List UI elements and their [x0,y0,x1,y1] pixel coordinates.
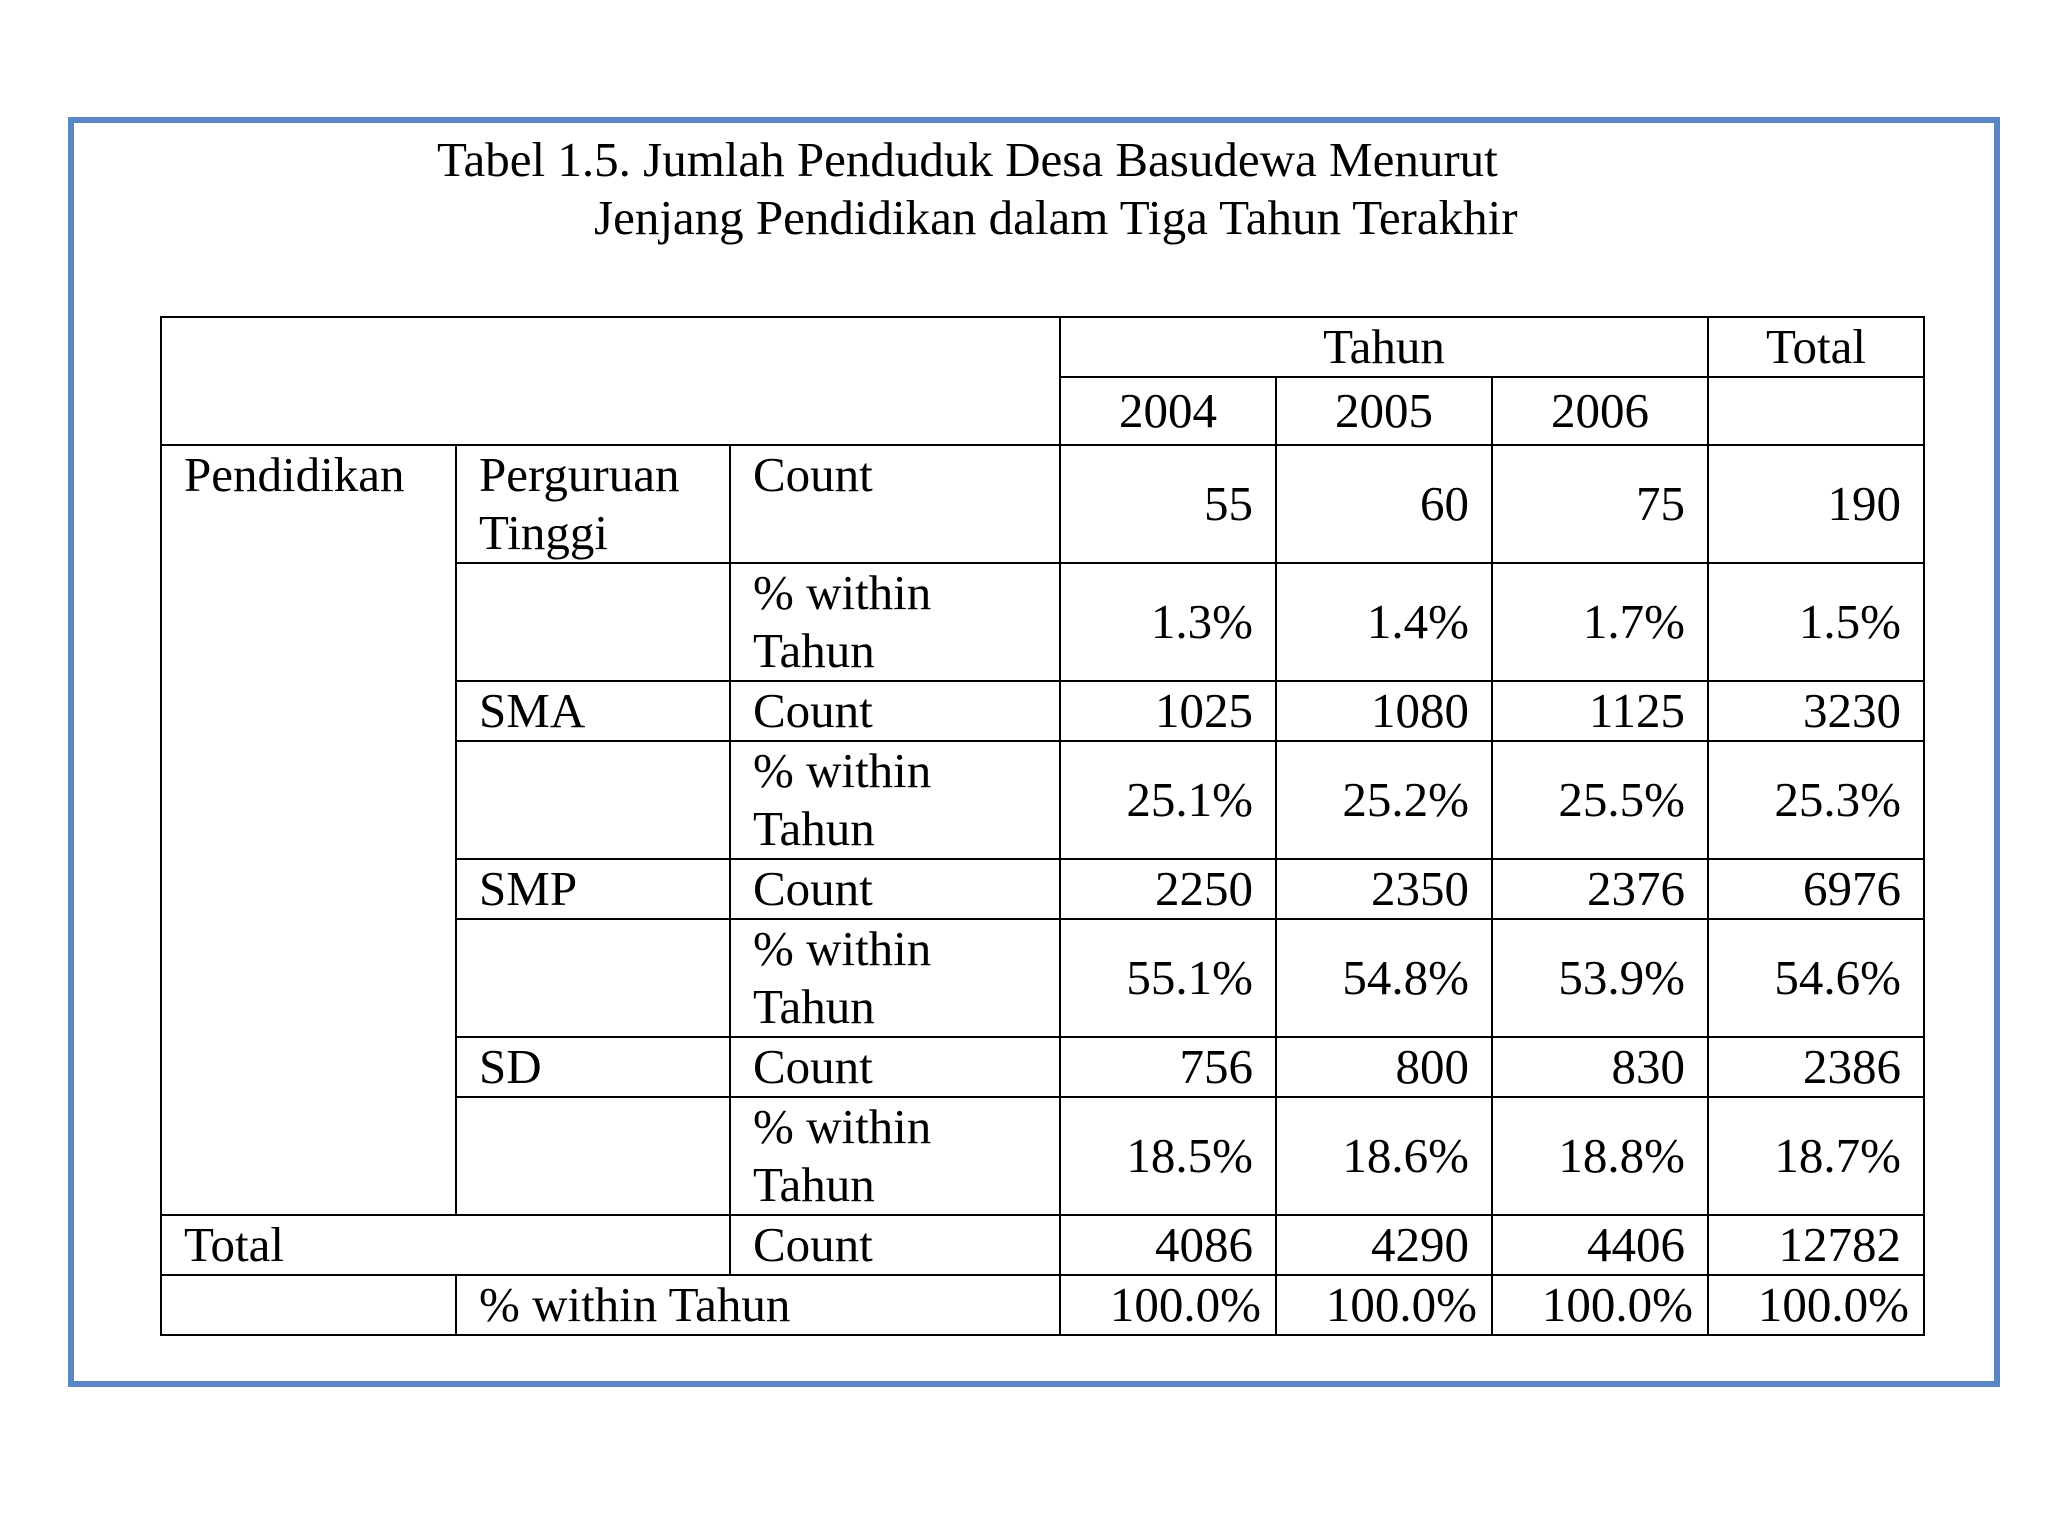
group-name-blank [456,741,730,859]
cell-value: 100.0% [1060,1275,1276,1335]
cell-value: 2250 [1060,859,1276,919]
header-year-2006: 2006 [1492,377,1708,445]
cell-value: 1.3% [1060,563,1276,681]
measure-label: % within Tahun [730,741,1060,859]
table-row [161,445,1924,563]
group-name: SMA [456,681,730,741]
caption-line-2: Jenjang Pendidikan dalam Tiga Tahun Terakhir [594,190,1518,245]
cell-value: 25.2% [1276,741,1492,859]
total-pct-row [161,1275,1924,1335]
cell-value: 18.7% [1708,1097,1924,1215]
cell-value: 1125 [1492,681,1708,741]
total-row [161,1215,1924,1275]
measure-label: % within Tahun [730,1097,1060,1215]
group-name-blank [456,1097,730,1215]
header-year-2005: 2005 [1276,377,1492,445]
measure-label: % within Tahun [730,919,1060,1037]
cell-value: 55.1% [1060,919,1276,1037]
header-total: Total [1708,317,1924,377]
cell-value: 2386 [1708,1037,1924,1097]
cell-value: 1080 [1276,681,1492,741]
cell-value: 55 [1060,445,1276,563]
cell-value: 2376 [1492,859,1708,919]
cell-value: 25.3% [1708,741,1924,859]
cell-value: 54.8% [1276,919,1492,1037]
cell-value: 4406 [1492,1215,1708,1275]
cell-value: 190 [1708,445,1924,563]
cell-value: 25.5% [1492,741,1708,859]
cell-value: 800 [1276,1037,1492,1097]
cell-value: 1.4% [1276,563,1492,681]
row-group-label: Pendidikan [161,445,456,1215]
group-name-blank [456,919,730,1037]
cell-value: 1025 [1060,681,1276,741]
cell-value: 75 [1492,445,1708,563]
measure-label: Count [730,1215,1060,1275]
cell-value: 100.0% [1492,1275,1708,1335]
header-corner-cell [161,317,1060,445]
cell-value: 12782 [1708,1215,1924,1275]
header-tahun: Tahun [1060,317,1708,377]
measure-label: Count [730,681,1060,741]
education-table [160,316,1925,1336]
cell-value: 18.8% [1492,1097,1708,1215]
cell-value: 2350 [1276,859,1492,919]
cell-value: 6976 [1708,859,1924,919]
group-name-blank [456,563,730,681]
cell-value: 18.6% [1276,1097,1492,1215]
cell-value: 25.1% [1060,741,1276,859]
measure-label: Count [730,859,1060,919]
group-name: SMP [456,859,730,919]
cell-value: 756 [1060,1037,1276,1097]
cell-value: 4086 [1060,1215,1276,1275]
cell-value: 54.6% [1708,919,1924,1037]
measure-label: Count [730,1037,1060,1097]
cell-value: 1.7% [1492,563,1708,681]
cell-value: 4290 [1276,1215,1492,1275]
header-total-blank [1708,377,1924,445]
cell-value: 60 [1276,445,1492,563]
measure-label: % within Tahun [456,1275,1060,1335]
caption-line-1: Tabel 1.5. Jumlah Penduduk Desa Basudewa Menurut [437,132,1498,187]
measure-label: % within Tahun [730,563,1060,681]
group-name: SD [456,1037,730,1097]
group-name: Perguruan Tinggi [456,445,730,563]
cell-value: 830 [1492,1037,1708,1097]
cell-value: 1.5% [1708,563,1924,681]
header-row-1 [161,317,1924,377]
header-year-2004: 2004 [1060,377,1276,445]
table-frame [68,117,2000,1387]
total-blank [161,1275,456,1335]
cell-value: 100.0% [1276,1275,1492,1335]
cell-value: 18.5% [1060,1097,1276,1215]
measure-label: Count [730,445,1060,563]
cell-value: 53.9% [1492,919,1708,1037]
cell-value: 100.0% [1708,1275,1924,1335]
cell-value: 3230 [1708,681,1924,741]
total-label: Total [161,1215,730,1275]
